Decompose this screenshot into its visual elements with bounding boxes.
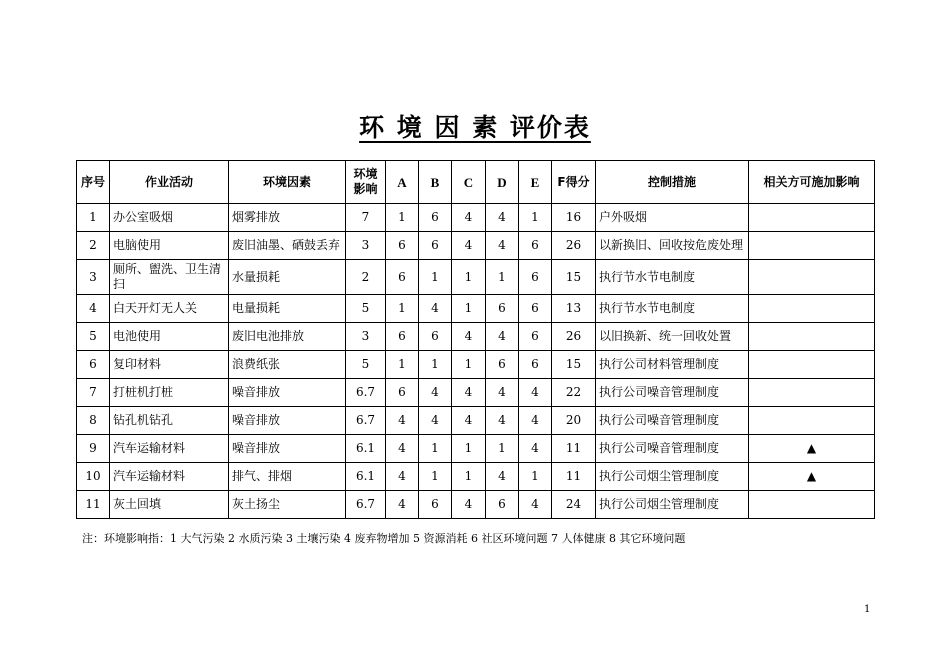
cell-f: 22 (552, 379, 596, 407)
table-row (77, 323, 875, 351)
cell-impact: 6.1 (346, 435, 386, 463)
cell-influence (749, 491, 875, 519)
cell-influence (749, 323, 875, 351)
header-b: B (419, 161, 452, 204)
table-row (77, 491, 875, 519)
cell-b: 4 (419, 407, 452, 435)
cell-seq: 5 (77, 323, 110, 351)
cell-impact: 5 (346, 351, 386, 379)
cell-d: 4 (486, 323, 519, 351)
cell-control: 执行节水节电制度 (596, 295, 749, 323)
cell-a: 1 (386, 295, 419, 323)
cell-a: 4 (386, 491, 419, 519)
document-title: 环 境 因 素 评价表 (359, 113, 591, 142)
cell-control: 执行公司噪音管理制度 (596, 407, 749, 435)
cell-d: 4 (486, 204, 519, 232)
cell-d: 4 (486, 463, 519, 491)
cell-a: 6 (386, 323, 419, 351)
cell-d: 6 (486, 295, 519, 323)
header-control: 控制措施 (596, 161, 749, 204)
cell-b: 1 (419, 435, 452, 463)
cell-seq: 8 (77, 407, 110, 435)
cell-control: 以旧换新、统一回收处置 (596, 323, 749, 351)
cell-factor: 排气、排烟 (229, 463, 346, 491)
cell-impact: 5 (346, 295, 386, 323)
cell-control: 执行节水节电制度 (596, 260, 749, 295)
cell-a: 6 (386, 379, 419, 407)
cell-activity: 厕所、盥洗、卫生清扫 (110, 260, 229, 295)
cell-b: 1 (419, 260, 452, 295)
cell-activity: 电池使用 (110, 323, 229, 351)
header-row (77, 161, 875, 204)
cell-factor: 灰土扬尘 (229, 491, 346, 519)
cell-seq: 2 (77, 232, 110, 260)
cell-a: 6 (386, 260, 419, 295)
cell-impact: 6.7 (346, 407, 386, 435)
cell-f: 13 (552, 295, 596, 323)
cell-c: 4 (452, 204, 486, 232)
cell-f: 24 (552, 491, 596, 519)
cell-e: 1 (519, 204, 552, 232)
cell-influence (749, 351, 875, 379)
cell-c: 4 (452, 407, 486, 435)
cell-e: 1 (519, 463, 552, 491)
cell-control: 执行公司噪音管理制度 (596, 435, 749, 463)
cell-f: 26 (552, 232, 596, 260)
cell-influence (749, 295, 875, 323)
cell-seq: 4 (77, 295, 110, 323)
cell-seq: 3 (77, 260, 110, 295)
cell-factor: 噪音排放 (229, 407, 346, 435)
header-influence: 相关方可施加影响 (749, 161, 875, 204)
cell-influence (749, 260, 875, 295)
table-row (77, 435, 875, 463)
cell-activity: 电脑使用 (110, 232, 229, 260)
header-a: A (386, 161, 419, 204)
cell-seq: 6 (77, 351, 110, 379)
cell-c: 4 (452, 232, 486, 260)
cell-e: 6 (519, 295, 552, 323)
cell-c: 4 (452, 491, 486, 519)
cell-e: 4 (519, 435, 552, 463)
cell-e: 4 (519, 407, 552, 435)
cell-e: 4 (519, 491, 552, 519)
cell-activity: 汽车运输材料 (110, 435, 229, 463)
cell-control: 执行公司材料管理制度 (596, 351, 749, 379)
table-row (77, 295, 875, 323)
cell-seq: 1 (77, 204, 110, 232)
cell-b: 1 (419, 463, 452, 491)
cell-e: 4 (519, 379, 552, 407)
cell-d: 6 (486, 491, 519, 519)
cell-factor: 废旧油墨、硒鼓丢弃 (229, 232, 346, 260)
cell-impact: 6.7 (346, 379, 386, 407)
cell-d: 4 (486, 407, 519, 435)
cell-b: 1 (419, 351, 452, 379)
header-activity: 作业活动 (110, 161, 229, 204)
cell-b: 4 (419, 379, 452, 407)
cell-a: 6 (386, 232, 419, 260)
header-factor: 环境因素 (229, 161, 346, 204)
cell-impact: 3 (346, 323, 386, 351)
cell-f: 15 (552, 351, 596, 379)
cell-impact: 3 (346, 232, 386, 260)
cell-d: 4 (486, 379, 519, 407)
cell-b: 6 (419, 491, 452, 519)
cell-c: 4 (452, 323, 486, 351)
table-row (77, 204, 875, 232)
cell-d: 4 (486, 232, 519, 260)
cell-control: 执行公司烟尘管理制度 (596, 463, 749, 491)
table-row (77, 351, 875, 379)
cell-seq: 7 (77, 379, 110, 407)
cell-c: 1 (452, 351, 486, 379)
cell-influence (749, 204, 875, 232)
cell-influence: ▲ (749, 435, 875, 463)
cell-f: 11 (552, 435, 596, 463)
cell-factor: 噪音排放 (229, 379, 346, 407)
cell-d: 1 (486, 260, 519, 295)
cell-factor: 废旧电池排放 (229, 323, 346, 351)
cell-influence (749, 232, 875, 260)
cell-impact: 7 (346, 204, 386, 232)
header-f-score: F得分 (552, 161, 596, 204)
cell-influence (749, 407, 875, 435)
header-seq: 序号 (77, 161, 110, 204)
cell-factor: 烟雾排放 (229, 204, 346, 232)
cell-e: 6 (519, 232, 552, 260)
cell-c: 1 (452, 435, 486, 463)
cell-c: 4 (452, 379, 486, 407)
cell-a: 1 (386, 204, 419, 232)
cell-c: 1 (452, 463, 486, 491)
table-row (77, 379, 875, 407)
cell-seq: 9 (77, 435, 110, 463)
table-row (77, 407, 875, 435)
cell-factor: 电量损耗 (229, 295, 346, 323)
cell-activity: 办公室吸烟 (110, 204, 229, 232)
table-row (77, 463, 875, 491)
cell-f: 16 (552, 204, 596, 232)
cell-control: 以新换旧、回收按危废处理 (596, 232, 749, 260)
cell-e: 6 (519, 351, 552, 379)
cell-seq: 11 (77, 491, 110, 519)
cell-activity: 灰土回填 (110, 491, 229, 519)
cell-b: 4 (419, 295, 452, 323)
footnote: 注：环境影响指：1 大气污染 2 水质污染 3 土壤污染 4 废弃物增加 5 资源消耗 6 社区环境问题 7 人体健康 8 其它环境问题 (82, 532, 686, 545)
cell-impact: 6.1 (346, 463, 386, 491)
cell-f: 15 (552, 260, 596, 295)
cell-activity: 白天开灯无人关 (110, 295, 229, 323)
cell-e: 6 (519, 260, 552, 295)
cell-activity: 复印材料 (110, 351, 229, 379)
cell-influence: ▲ (749, 463, 875, 491)
cell-c: 1 (452, 295, 486, 323)
table-row (77, 260, 875, 295)
cell-a: 4 (386, 407, 419, 435)
cell-c: 1 (452, 260, 486, 295)
cell-factor: 噪音排放 (229, 435, 346, 463)
cell-f: 11 (552, 463, 596, 491)
cell-activity: 汽车运输材料 (110, 463, 229, 491)
cell-b: 6 (419, 232, 452, 260)
cell-factor: 浪费纸张 (229, 351, 346, 379)
cell-d: 1 (486, 435, 519, 463)
header-e: E (519, 161, 552, 204)
cell-e: 6 (519, 323, 552, 351)
table-row (77, 232, 875, 260)
cell-seq: 10 (77, 463, 110, 491)
header-impact: 环境影响 (346, 161, 386, 204)
cell-activity: 打桩机打桩 (110, 379, 229, 407)
cell-control: 执行公司噪音管理制度 (596, 379, 749, 407)
cell-a: 4 (386, 435, 419, 463)
cell-influence (749, 379, 875, 407)
cell-control: 执行公司烟尘管理制度 (596, 491, 749, 519)
evaluation-table (76, 160, 875, 519)
page-number: 1 (864, 604, 871, 615)
cell-d: 6 (486, 351, 519, 379)
cell-a: 4 (386, 463, 419, 491)
header-d: D (486, 161, 519, 204)
cell-factor: 水量损耗 (229, 260, 346, 295)
cell-impact: 2 (346, 260, 386, 295)
cell-impact: 6.7 (346, 491, 386, 519)
cell-b: 6 (419, 323, 452, 351)
cell-control: 户外吸烟 (596, 204, 749, 232)
cell-a: 1 (386, 351, 419, 379)
cell-f: 26 (552, 323, 596, 351)
cell-b: 6 (419, 204, 452, 232)
header-c: C (452, 161, 486, 204)
cell-activity: 钻孔机钻孔 (110, 407, 229, 435)
cell-f: 20 (552, 407, 596, 435)
